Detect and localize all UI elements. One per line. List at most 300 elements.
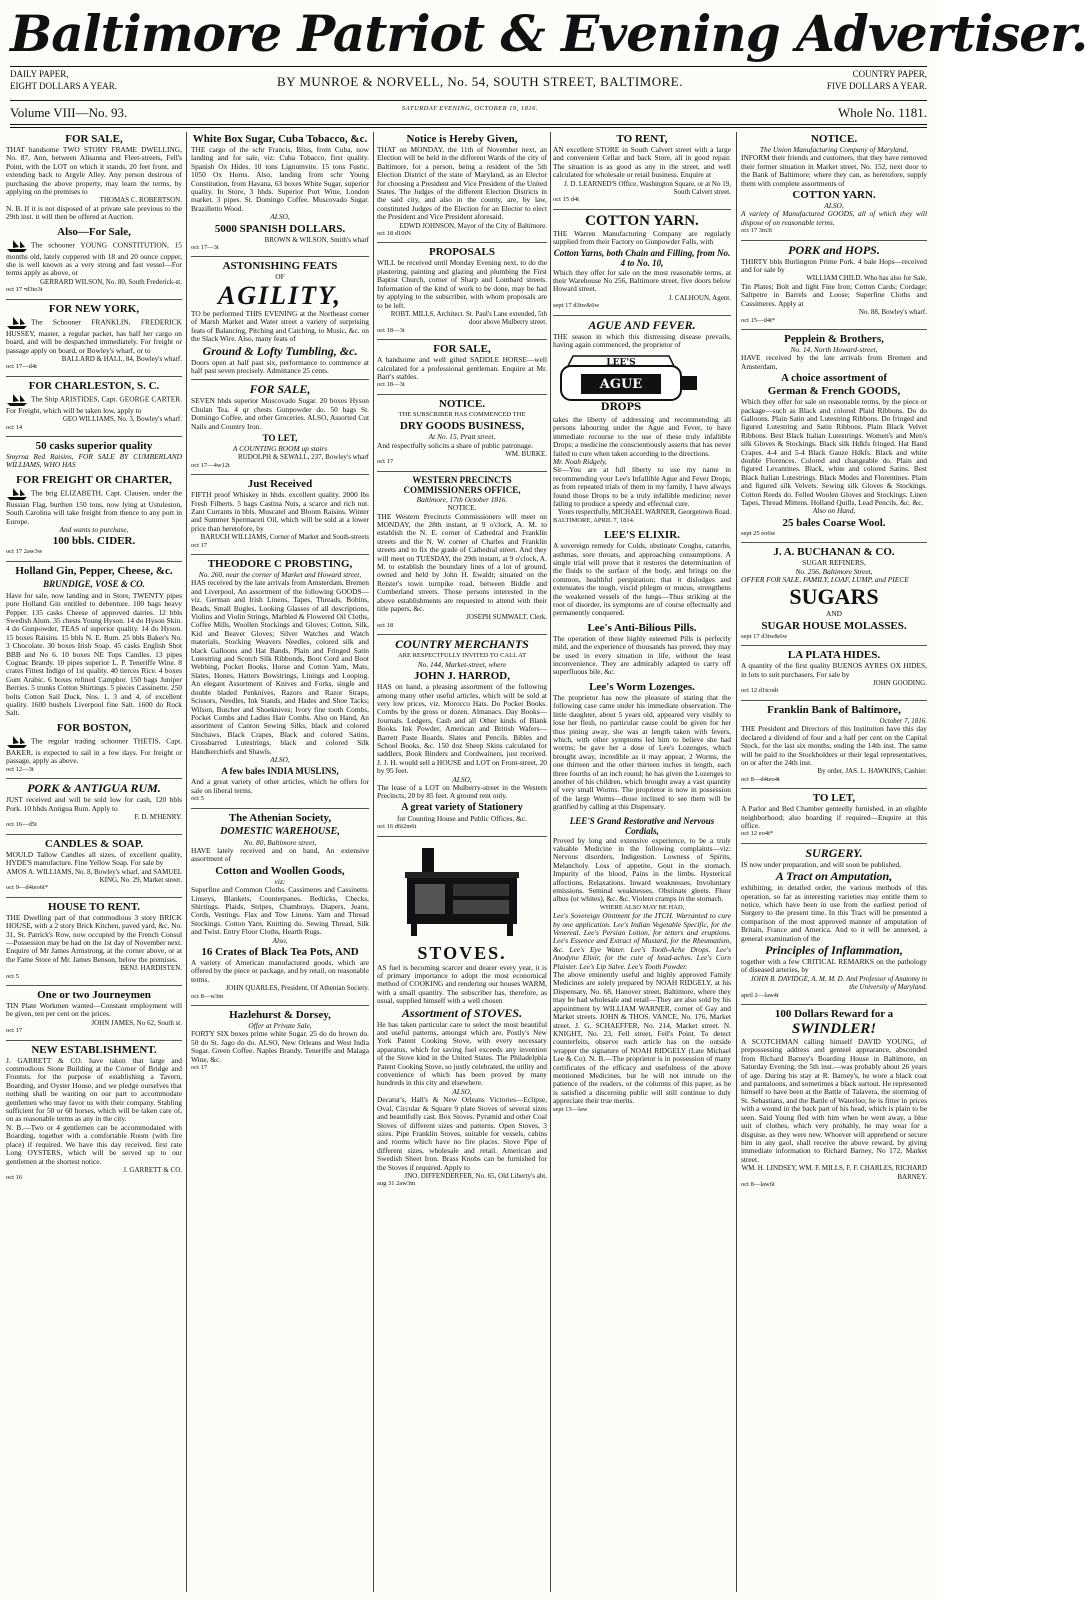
ad-body: A Parlor and Bed Chamber genteelly furnished, in an eligible neighborhood; also boarding if required—Enquire at this office. (741, 804, 927, 830)
ad-of: OF (275, 272, 285, 282)
ad-just-received (191, 478, 369, 550)
ad-address: No. 260, near the corner of Market and Howard street, (198, 570, 362, 579)
ad-body: HAS received by the late arrivals from Amsterdam, Bremen and Liverpool, An assortment of the following GOODS—viz. German and Irish Linens, Tapes, Threads, Bobins, Beads, Small Bugles, Looking Glasses of all descriptions, Violins and Violin Strings, Marbled & Flowered Oil Cloths, Coffee Mills, Woollen Stockings and Gloves; Cotton, Silk, Kid and Beaver Gloves; Silver Watches and Watch materials, Stocking Weavers Needles, colored silk and black Galloons and Hat Bands, Plain and Fringed Satin Lutestring and Scotch Silk Ribbonds, Boot Cord and Boot Webbing, Pocket Books, Horse and Cotton Yarn, Mats, Slates, Hones, Hatters Bowstrings, Linings and Looping. An elegant Assortment of Knives and Forks, single and double bladed Penknives, Razors and Razor Straps, Scissors, Needles, Ink Stands, and Hades and Shoe Tacks; Wilson, Butcher and Shoeknives; Ivory fine tooth Combs, Pocket Combs and Ladies Hair Combs. Also on Hand, An assortment of Canton Sewing Silks, black and colored Sinchaws, Black Crapes, Black and colored Satins, Crossbarred Lutestrings, black and colored Silk Handkerchiefs and Shawls. (191, 578, 369, 756)
ad-notice: NOTICE. (447, 503, 477, 513)
ad-date: oct 12 eo4t* (741, 830, 774, 838)
ad-heading: NOTICE. (438, 397, 486, 410)
ad-heading: ASTONISHING FEATS (222, 260, 338, 273)
ad-date: oct 17—d4t (6, 363, 37, 371)
ad-body: The brig ELIZABETH, Capt. Clausen, under the Russian Flag, burthen 150 tons, now lying at Ustuleston, South Carolina will take freight from thence to any port in Europe. (6, 488, 182, 526)
ad-body: SEVEN hhds superior Muscovado Sugar. 20 boxes Hyson Chulan Tea. 4 qr chests Gunpowder do. 50 bags St. Domingo Coffee, and other Groceries. ALSO, Assorted Cut Nails and Country Iron. (191, 396, 369, 431)
ad-also: ALSO, (270, 212, 290, 222)
ad-body: FORTY SIX boxes prime white Sugar. 25 do do brown do. 50 do St. Jago do do. ALSO, New Orleans and West India Sugar. Green Coffee. Naples Brandy. Teneriffe and Malaga Wine, &c. (191, 1029, 369, 1064)
ad-buchanan-sugar (741, 546, 927, 641)
ad-signature: THOMAS C. ROBERTSON. (99, 196, 182, 205)
ad-heading: Franklin Bank of Baltimore, (767, 703, 901, 716)
ad-stoves (377, 943, 547, 1189)
ad-body: J. GARRETT & CO. have taken that large and commodious Stone Building at the Corner of Bridge and Frontsts. for the purpose of establishing a Tavern, Boarding, and Oyster House, and we pledge ourselves that nothing shall be wanting on our part to accommodate gentlemen who may favor us with their company. Stabling sufficient for 50 or 60 horses, which will be taken care of, on as reasonable terms as any in the city. (6, 1055, 182, 1124)
ad-date: oct 16 d6t2m6t (377, 823, 417, 831)
ad-sub: THE SUBSCRIBER HAS COMMENCED THE (398, 410, 526, 418)
ad-body-2: takes the liberty of addressing and recommending all persons labouring under the Ague and Fever, to have immediate recourse to the use of these truly infallible Drops; a medicine the conscientiously asserts that has never failed to cure when taken according to the directions. (553, 414, 731, 458)
ad-proposals (377, 246, 547, 335)
ad-body: And respectfully solicits a share of public patronage. (377, 440, 533, 450)
ad-date: oct 18—3t (377, 326, 405, 334)
ad-body: Proved by long and extensive experience, to be a truly valuable Medicine in the following complaints—viz: Nervous disorders, Indigestion. Lowness of Spirits, Melancholy. Loss of appetite, Gout in the stomach. Impurity of the blood, Pains in the limbs. Hysterical affections, Relaxations. Inward weaknesses, Involuntary emissions. Seminal weaknesses, Obstinate gleets. Fluor albus (or whites), &c. &c. Violent cramps in the stomach. (553, 835, 731, 904)
ad-also: Also, (272, 935, 288, 945)
ad-body-2: A variety of Manufactured GOODS, all of which they will dispose of on reasonable terms. (741, 209, 927, 227)
ad-body: Smyrna Red Raisins, FOR SALE BY CUMBERLAND WILLIAMS, WHO HAS (6, 451, 182, 470)
ad-subline: And wants to purchase, (59, 524, 129, 534)
ad-tract-title: A Tract on Amputation, (775, 869, 893, 884)
ad-note: N. B. If it is not disposed of at private sale previous to the 29th inst. it will then be offered at Auction. (6, 203, 182, 222)
ad-date: oct 8—d4teo4t (741, 775, 780, 783)
ad-heading: PROPOSALS (428, 246, 495, 259)
ad-heading: WESTERN PRECINCTS COMMISSIONERS OFFICE, (403, 474, 521, 495)
ad-body: HAVE received by the late arrivals from Bremen and Amsterdam, (741, 353, 927, 371)
ad-date: aug 31 2aw3m (377, 1180, 416, 1188)
ad-principles: Principles of Inflammation, (765, 943, 903, 957)
ad-heading: NOTICE. (810, 133, 858, 145)
ad-body: A sovereign remedy for Colds, obstinate Coughs, catarrhs, asthmas, sore throats, and approaching consumptions. A single trial will prove that it restores the determination of the fluids to the surface of the body, and brings on the common, healthful perspiration; that it dislodges and extenuates the tough, viscid phlegm or mucus, strengthens the weakened vessels of the lungs—Thus striking at the root of disorder, its symptoms are of course effectually and permanently conquered. (553, 541, 731, 618)
column-4 (553, 132, 731, 1594)
bottle-label-top: LEE'S (606, 357, 636, 368)
volume-number: Volume VIII—No. 93. (10, 105, 128, 120)
ad-address: No. 256, Baltimore Street, (795, 566, 873, 576)
ad-signature: BENJ. HARDISTEN. (120, 964, 182, 973)
ad-signature: JNO. DIFFENDERFER, No. 65, Old Liberty's abt. (404, 1171, 547, 1180)
ad-body-3: for Counting House and Public Offices, &c. (397, 813, 527, 823)
ad-heading: TO LET, (812, 792, 856, 805)
ad-white-box-sugar (191, 133, 369, 252)
ad-worm-lozenges (553, 681, 731, 812)
letter-salutation: Mr. Noah Ridgely, (553, 456, 607, 466)
ad-saddle-horse (377, 343, 547, 390)
ad-firm: BRUNDIGE, VOSE & CO. (43, 578, 145, 589)
ad-date: sept 25 eo6w (741, 529, 776, 537)
ad-viz: viz: (274, 876, 286, 886)
ad-heading: Also—For Sale, (57, 225, 131, 238)
ad-body: The schooner YOUNG CONSTITUTION, 15 months old, lately coppered with 18 and 20 ounce copper, she is well known as a very strong and fast vessel—For terms apply as above, or (6, 240, 182, 278)
ad-body-2: Which they offer for sale on reasonable terms, by the piece or package—such as Black and colored Plaid Ribbons. Do do Galloons. Plain Satin and Lutestring Ribbons. Do fringed and figured Lutestring and Satin Ribbons. Plain Black Velvet Ribbons. Best Black Italian Lutestrings. Women's and Men's silk Gloves & Stockings. Black silk Hdkfs fringed. Hat Band Crapes. 4-4 and 5-4 Black Gauze Hdkfs. Black and white double Florences. Colored and changeable do. Plain and figured Levantines. Black, white and colored Satins. Best Black Italian Lutestrings. Black Modes and Florentines. Plain and figured silk Velvets. Sewing silk Gloves & Stockings. Cotton Reeds do. Felled Woolen Gloves and Stockings. Linen Tapes, Thread Mittens. Holland Quills, Lead Pencils, &c. &c. (741, 397, 927, 507)
ad-date: oct 16 (6, 1174, 23, 1182)
ad-cotton-yarn: COTTON YARN. (792, 189, 876, 202)
column-5 (741, 132, 927, 1594)
letter-signature: Yours respectfully, MICHAEL WARNER, Georgetown Road. (557, 508, 731, 517)
ad-schooner-sale (6, 226, 182, 295)
ad-agility-title: AGILITY, (217, 280, 343, 310)
country-paper-label: COUNTRY PAPER, (852, 69, 927, 79)
ad-body: TO be performed THIS EVENING at the Northeast corner of Marsh Market and Water street a variety of surprising feats of Balancing, Pitching and Catching, to Music, &c. on the Slack Wire. Also, many feats of (191, 308, 369, 344)
ad-molasses: SUGAR HOUSE MOLASSES. (761, 619, 907, 632)
ad-date: sept 17 d3tw&6w (553, 302, 600, 310)
dateline (10, 102, 927, 122)
ad-signature: EDWD JOHNSON, Mayor of the City of Baltimore. (399, 221, 547, 230)
top-rule (10, 66, 927, 67)
ad-tumbling: Ground & Lofty Tumbling, &c. (202, 343, 358, 358)
ad-signature: GEO WILLIAMS, No. 3, Bowley's wharf. (62, 415, 182, 424)
ad-western-precincts (377, 475, 547, 631)
ad-anti-bilious-pills (553, 622, 731, 677)
ad-wool: 25 bales Coarse Wool. (782, 516, 886, 529)
ad-also: ALSO, (452, 1086, 472, 1096)
ad-signature: J. GARRETT & CO. (123, 1165, 182, 1174)
ad-signature: WILLIAM CHILD. Who has also for Sale, (806, 274, 927, 283)
ad-body: HAVE lately received and on hand, An extensive assortment of (191, 845, 369, 864)
ad-country-merchants (377, 638, 547, 831)
ad-date: oct 17 (191, 1064, 208, 1072)
column-divider (736, 132, 737, 1592)
ad-journeymen (6, 989, 182, 1036)
ad-heading: J. A. BUCHANAN & CO. (773, 546, 895, 559)
ad-heading: FOR BOSTON, (56, 721, 132, 734)
ad-heading: 50 casks superior quality (35, 439, 153, 452)
ad-address: No. 144, Market-street, where (417, 659, 507, 669)
ad-signature: RUDOLPH & SEWALL, 237, Bowley's wharf (238, 453, 369, 462)
ad-charleston-ship (6, 380, 182, 432)
ad-signature-2: No. 88, Bowley's wharf. (858, 308, 927, 317)
ad-heading: Lee's Worm Lozenges. (589, 680, 695, 693)
ad-heading: TO RENT, (616, 133, 668, 145)
ad-harrod: JOHN J. HARROD, (414, 670, 510, 683)
ad-grand-restorative (553, 816, 731, 1114)
ad-signature: BALLARD & HALL, 84, Bowley's wharf. (61, 354, 182, 363)
ad-raisins (6, 440, 182, 470)
ad-heading: The Athenian Society, (228, 811, 332, 824)
ad-pork-hops (741, 244, 927, 325)
ad-body: AN excellent STORE in South Calvert street with a large and convenient Cellar and back Store, all in good repair. The situation is as good as any in the street, and well calculated for wholesale or retail business. Enquire at (553, 145, 731, 180)
ad-body: TIN Plate Workmen wanted—Constant employment will be given, ten per cent on the prices. (6, 1001, 182, 1019)
ad-body: The regular trading schooner THETIS, Capt. BAKER, is expected to sail in a few days. For freight or passage, apply as above. (6, 736, 182, 766)
ad-to-let: TO LET, (262, 432, 298, 443)
ad-heading: FOR FREIGHT OR CHARTER, (16, 473, 172, 486)
ad-signature: J. CALHOUN, Agent. (668, 293, 731, 302)
ad-date: sept 13—law (553, 1105, 588, 1113)
ad-body: AS fuel is becoming scarcer and dearer every year, it is of primary importance to adopt the most economical method of COOKING and rendering our houses WARM, with a small quantity. The subscriber has, therefore, as usual, supplied himself with a well chosen (377, 962, 547, 1006)
ad-body-2: And a great variety of other articles, which he offers for sale on liberal terms. (191, 777, 369, 795)
ad-signature: J. D. LEARNED'S Office, Washington Square, or at No 19, South Calvert street. (564, 179, 731, 197)
ad-heading: Lee's Anti-Bilious Pills. (587, 621, 697, 634)
ad-heading: LEE'S Grand Restorative and Nervous Cordials, (569, 815, 715, 836)
ad-body: THE Western Precincts Commissioners will meet on MONDAY, the 28th instant, at 9 o'clock, A. M. to establish the N. E. corner of Cathedral and Franklin streets and the N. W. corner of Charles and Franklin streets and to fix the grade of Cathedral street. And they will meet on TUESDAY, the 29th instant, at 9 o'clock, A. M. to establish the boundary lines of a lot of ground, owned and held by John H. Ewaldt; situated on the Reister's town turnpike road, between Biddle and Cumberland streets. Those persons interested in the above establishments are requested to attend with their title papers, &c. (377, 511, 547, 614)
ship-icon (6, 487, 28, 501)
ad-heading: Hazlehurst & Dorsey, (229, 1009, 331, 1022)
ad-stationery: A great variety of Stationery (401, 801, 523, 813)
ad-body: THAT on MONDAY, the 11th of November next, an Election will be held in the different Wards of the city of Baltimore, for a person, being a resident of the 5th Election District of the state of Maryland, as an Elector for choosing a President and Vice President of the United States. The Judges of the different Election Districts in the said city, and also in the county, are, by law, constituted Judges of the Election for an Elector to elect the President and Vice President aforesaid. (377, 145, 547, 222)
ad-heading: STOVES. (417, 942, 507, 963)
column-2 (191, 132, 369, 1594)
ad-body: THAT handsome TWO STORY FRAME DWELLING, No. 87, Ann, between Alisanna and Fleet-streets, Fell's Point, with the LOT on which it stands, 20 feet front, and extending back to Argyle Alley. Any person desirous of purchasing the above property, may learn the terms, by applying on the premises to (6, 145, 182, 197)
column-divider (550, 132, 551, 1592)
ad-date: oct 18—3t (377, 381, 405, 389)
ad-date: oct 9—d4teo6t* (6, 884, 49, 892)
ad-signature: WM. BURKE. (505, 449, 547, 458)
ad-probsting (191, 558, 369, 804)
ad-dollars: 5000 SPANISH DOLLARS. (214, 222, 346, 235)
ad-to-let (741, 792, 927, 839)
ad-heading: LA PLATA HIDES. (787, 649, 881, 662)
ad-body-3: Decatur's, Hall's & New Orleans Victories—Eclipse, Oval, Circular & Square 9 plate Stoves of several sizes and beautifully cast. Box Stoves. Pyramid and other Coal Stoves of different sizes and patterns. Open Stoves, 3 sizes. Pipe Franklin Stoves, suitable for vessels, cabins and rooms which have no fire places. Stove Pipe of different sizes, wholesale and retail. American and Swedish Sheet Iron. Brass Knobs can be furnished for the Stoves if required. Apply to (377, 1095, 547, 1172)
ad-athenian-society (191, 812, 369, 1002)
ad-date: oct 5 (191, 795, 204, 803)
ad-date: oct 17 (6, 1027, 23, 1035)
ad-counting-room: A COUNTING ROOM up stairs (232, 443, 328, 453)
ad-heading: PORK and HOPS. (788, 242, 880, 257)
ad-body: THE President and Directors of this Institution have this day declared a dividend of four and a half per cent on the Capital Stock, for the last six months, ending the 14th inst. The same will be paid to the Stockholders or their legal representatives, on or after the 24th inst. (741, 724, 927, 767)
ad-heading: LEE'S ELIXIR. (604, 529, 680, 542)
ad-heading: AGUE AND FEVER. (588, 317, 696, 332)
ad-heading: FOR SALE, (65, 133, 123, 145)
ad-body: IS now under preparation, and will soon be published, (741, 859, 902, 869)
ad-date: oct 17 •d3to3t (6, 286, 43, 294)
ad-heading: FOR NEW YORK, (48, 302, 140, 315)
ad-heading: COUNTRY MERCHANTS (395, 637, 529, 652)
ad-body: A quantity of the first quality BUENOS AYRES OX HIDES, in lots to suit purchasers. For sale by (741, 661, 927, 679)
stove-illustration (387, 840, 537, 940)
ad-heading: Holland Gin, Pepper, Cheese, &c. (15, 564, 173, 577)
ad-cider: 100 bbls. CIDER. (52, 535, 136, 548)
ad-body: HAS on hand, a pleasing assortment of the following among many other useful articles, which will be sold at very low prices, viz. Morocco Hats. Do Pocket Books. Combs by the gross or dozen. Almanacs. Day Books—Journals. Ledgers, Cash and all Other kinds of Blank Books. Ink Powder, American and British Wafers—Barrett Paste Boards. Slates and Pencils. Bibles and School Books, &c. 150 doz Sheep Skins calculated for saddlers, Book Binders and Cordwainers, just received. J. J. H. would sell a HOUSE and LOT on Front-street, 20 by 95 feet. (377, 682, 547, 776)
ad-dry-goods (377, 398, 547, 467)
ad-body: JUST received and will be sold low for cash, 120 bbls Pork. 10 hhds Antigua Rum. Apply to (6, 795, 182, 813)
ad-hazlehurst-dorsey (191, 1009, 369, 1072)
daily-price-label: EIGHT DOLLARS A YEAR. (10, 81, 118, 91)
ad-date: oct 17 (191, 541, 208, 549)
ad-brig-charter (6, 474, 182, 557)
ad-heading: NEW ESTABLISHMENT. (31, 1043, 157, 1056)
ad-tea-pots: 16 Crates of Black Tea Pots, AND (201, 946, 359, 959)
ad-date: oct 17 3m3t (741, 227, 773, 235)
ad-candles-soap (6, 838, 182, 893)
masthead-title: Baltimore Patriot & Evening Advertiser. (10, 4, 1087, 63)
ad-body: THIRTY bbls Burlington Prime Pork. 4 bale Hops—received and for sale by (741, 256, 927, 275)
ad-house-for-sale (6, 133, 182, 222)
ad-franklin-bank (741, 704, 927, 784)
ad-body-2: The above eminently useful and highly approved Family Medicines are solely prepared by NOAH RIDGELY, at his Dispensary, No. 68, Hanover street, Baltimore, where they may be had wholesale and retail—They are also sold by his appointment by WILLIAM WARNER, corner of Gay and Market streets. JOHN & THOS. VANCE, No. 176, Market street. J. G. SCHAEFFER, No. 214, Market street. N. KNIGHT, No. 23, Fell street, Fell's Point. To detect counterfeits, observe each article has on the outside wrapper the signature of NOAH RIDGELY (Late Michael Lee & Co). N. B.—The proprietor is in possession of many certificates of the efficacy and usefulness of the above mentioned Medicines, but he will not intrude on the patience of the readers, or the columns of this paper, as he is satisfied a discerning public will still continue to duly appreciate their true merits. (553, 970, 731, 1106)
ad-store-to-rent (553, 133, 731, 205)
ad-ague-fever (553, 319, 731, 526)
ad-heading: PORK & ANTIGUA RUM. (27, 781, 161, 796)
country-price-label: FIVE DOLLARS A YEAR. (826, 81, 927, 91)
ship-icon (6, 735, 28, 749)
ad-signature: BARUCH WILLIAMS, Corner of Market and South-streets (200, 533, 369, 542)
ad-body: The Ship ARISTIDES, Capt. GEORGE CARTER. For Freight, which will be taken low, apply to (6, 394, 182, 415)
ad-date: oct 5 (6, 972, 19, 980)
ad-date: oct 16—d5t (6, 821, 37, 829)
ad-body: A handsome and well gilted SADDLE HORSE—well calculated for a professional gentleman. Enquire at Mr. Barr's stables. (377, 355, 547, 381)
ad-body: THE Warren Manufacturing Company are regularly supplied from their Factory on Gunpowder Falls, with (553, 228, 731, 247)
ad-dateline: Baltimore, 17th October 1816. (416, 494, 508, 504)
ad-body: The proprietor has now the pleasure of stating that the following case came under his immediate observation. The little daughter, about 5 years old, appeared very visibly to lose her flesh, no particular cause could be given for her thus pining away, she was at length taken with fevers, which, with other symptoms led him to believe she had worms; he gave her a dose of Lee's Lozenges, which brought away, incredible as it may appear, 2 Worms, the one thirteen and the other thirteen inches in length, each three fourths of an inch round; he has given the Lozenges to another of his children, which brought away a vast quantity of very small Worms. The proprietor is now in possession of the large Worms—those inclined to see them will be gratified by calling at this Dispensary. (553, 692, 731, 812)
ad-body: OFFER FOR SALE, FAMILY, LOAF, LUMP, and PIECE (741, 575, 909, 585)
ad-date: oct 17—4w12t (191, 461, 230, 469)
ship-icon (6, 316, 28, 330)
ad-heading: Notice is Hereby Given, (406, 133, 518, 145)
ad-swindler: SWINDLER! (791, 1021, 877, 1038)
ad-heading: Pepplein & Brothers, (784, 332, 884, 345)
ad-signature: JOSEPH SUMWALT, Clerk. (466, 613, 547, 622)
ad-signature: JOHN QUARLES, President, Of Athenian Society. (225, 984, 369, 993)
ad-body: WILL be received until Monday Evening next, to do the plastering, painting and glazing and plumbing the First Baptist Church, corner of Sharp and Lombard streets. Information of the kind of work to be done, may be had by applying to the subscriber, with whom proposals are to be left. (377, 258, 547, 310)
ad-date: oct 17—3t (191, 244, 219, 252)
ad-also: WHERE ALSO MAY BE HAD, (599, 903, 685, 911)
ad-groceries-sale (191, 383, 369, 470)
ad-body: MOULD Tallow Candles all sizes, of excellent quality, HYDE'S manufacture. Fine Yellow Soap. For sale by (6, 849, 182, 868)
ad-body: A SCOTCHMAN calling himself DAVID YOUNG, of prepossessing address and genteel appearance, absconded from Richard Barney's Boarding House in Baltimore, on Saturday Evening, the 5th inst.—was probably about 26 years of age. During his stay at R. Barney's, he wore a black coat and pantaloons, and sometimes a black surtout. He represented himself to have been at the Battle of Talavera, the storming of St. Sebastians, and the Battle of Waterloo; he is fitter in prices with a wound in the back part of his head, which is plain to be seen. Said Young fled with him when he went away, a blue suit of clothes, which very probably, he may wear for a disguise, as they were new. Whoever will apprehend or secure him in any gaol, shall receive the above reward, by giving immediate information to Richard Barney, No 172, Market street. (741, 1037, 927, 1164)
ad-heading: One or two Journeymen (37, 989, 151, 1001)
ad-holland-gin (6, 565, 182, 718)
ad-signature: JOHN JAMES, No 62, South st. (91, 1018, 182, 1027)
ad-signature: By order, JAS. L. HAWKINS, Cashier. (817, 767, 927, 776)
ad-pork-rum (6, 782, 182, 830)
ad-pepplein-brothers (741, 333, 927, 538)
column-divider (186, 132, 187, 1592)
ad-body: The operation of these highly esteemed Pills is perfectly mild, and the experience of thousands has proved, they may be used in every situation in life, without the least inconvenience. They are admirably adapted to carry off superfluous bile, &c. (553, 633, 731, 677)
ad-swindler-reward (741, 1008, 927, 1189)
ad-signature: AMOS A. WILLIAMS, No. 8, Bowley's wharf, and SAMUEL KING, No. 29, Market street. (6, 867, 182, 884)
ad-body: THE cargo of the schr Francis, Bliss, from Cuba, now landing and for sale, viz: Cuba Tobacco, first quality. Spanish Ox Hides. 10 tons Lignumvite. 15 tons Fustic. 1050 Ox Horns. Also, landing from schr Young Constitution, from Havana, 63 boxes White Sugar, superior quality. In Store, 3 hhds. Superior Port Wine, London market. 3 pipes. St. Domingo Coffee. Muscovado Sugar. Brazilletto Wood. (191, 145, 369, 213)
ad-signature: ROBT. MILLS, Architect. St. Paul's Lane extended, 5th door above Mulberry street. (390, 309, 547, 327)
rule-2 (10, 100, 927, 101)
ad-also: ALSO, (824, 201, 844, 211)
ad-signature: WM. H. LINDSEY, WM. F. MILLS, F. F. CHARLES, RICHARD BARNEY. (741, 1164, 927, 1181)
bottle-label-bottom: DROPS (600, 401, 642, 413)
ad-signature: JOHN GOODING. (872, 679, 927, 688)
ad-admission: Doors open at half past six, performance to commence at half past seven precisely. Admittance 25 cents. (191, 357, 369, 375)
ad-warehouse: DOMESTIC WAREHOUSE, (220, 825, 340, 837)
ad-assortment: Assortment of STOVES. (401, 1005, 523, 1020)
ad-sub: The Union Manufacturing Company of Maryland, (759, 145, 909, 154)
ad-date: sept 17 d3tw&6w (741, 632, 788, 640)
column-3 (377, 132, 547, 1594)
ad-body-2: Tin Plates; Bolt and light Fine Iron; Cotton Cards; Cordage; Saltpetre in Barrels and Loose; Superfine Cloths and Cassimeres. Apply at (741, 281, 927, 308)
ad-date: oct 8—law6t (741, 1180, 775, 1188)
ad-sub: Offer at Private Sale, (248, 1021, 312, 1031)
ad-list: Lee's Sovereign Ointment for the ITCH. Warranted to cure by one application. Lee's Indian Vegetable Specific, for the Venereal. Lee's Persian Lotion, for tetters and eruptions. Lee's Essence and Extract of Mustard, for the Rheumatism, &c. Lee's Eye Water. Lee's Tooth-Ache Drops. Lee's Anodyne Elixir, for the cure of head-aches. Lee's Corn Plaister. Lee's Lip Salve. Lee's Tooth Powder. (553, 911, 731, 971)
ad-new-york-packet (6, 303, 182, 372)
ad-date: oct 15 d4t (553, 196, 579, 204)
ad-heading: FOR SALE, (249, 382, 311, 397)
ad-heading: HOUSE TO RENT. (47, 900, 140, 913)
column-1 (6, 132, 182, 1594)
ad-la-plata-hides (741, 649, 927, 696)
ad-also: Also on Hand, (812, 506, 856, 516)
subscription-daily (10, 68, 120, 92)
ad-new-establishment (6, 1044, 182, 1183)
ad-body: INFORM their friends and customers, that they have removed their former situation in Market street, No. 152, next door to the Bank of Baltimore; where they can, as heretofore, supply them with complete assortments of (741, 153, 927, 188)
ad-body-3: together with a few CRITICAL REMARKS on the pathology of diseased arteries, by (741, 957, 927, 975)
ad-surgery (741, 847, 927, 1000)
ad-lees-elixir (553, 529, 731, 618)
column-divider (373, 132, 374, 1592)
ad-date: oct 14 (6, 423, 23, 431)
ad-union-manufacturing (741, 133, 927, 236)
issue-date: SATURDAY EVENING, OCTOBER 19, 1816. (401, 105, 539, 112)
subheader (10, 68, 927, 98)
ad-address: At No. 15, Pratt street. (428, 432, 496, 442)
ad-heading: FOR CHARLESTON, S. C. (28, 379, 160, 392)
ad-signature: BROWN & WILSON, Smith's wharf (264, 235, 369, 244)
ship-icon (6, 239, 28, 253)
ad-also: ALSO, (452, 774, 472, 784)
ad-house-to-rent (6, 901, 182, 981)
ad-heading: FOR SALE, (433, 343, 491, 356)
ad-heading: CANDLES & SOAP. (44, 837, 144, 850)
ad-also: ALSO, (270, 754, 290, 764)
ad-choice: A choice assortment of (780, 372, 887, 385)
letter-date: BALTIMORE, APRIL 7, 1814. (553, 516, 635, 524)
ad-dry-goods-title: DRY GOODS BUSINESS, (399, 420, 525, 433)
whole-number: Whole No. 1181. (837, 105, 927, 120)
ad-heading: SURGERY. (805, 845, 863, 860)
ad-agility-show (191, 260, 369, 375)
ad-heading: White Box Sugar, Cuba Tobacco, &c. (192, 133, 368, 145)
daily-paper-label: DAILY PAPER, (10, 69, 69, 79)
ad-dateline: October 7, 1816. (879, 716, 927, 725)
ad-sub: ARE RESPECTFULLY INVITED TO CALL AT (397, 652, 527, 660)
ad-note: N. B.—Two or 4 gentlemen can be accommodated with Boarding, together with a comfortable Room (with fire place) if required. We have this day received, first rate Long OYSTERS, which will be served up to our gentlemen at the shortest notice. (6, 1122, 182, 1166)
ad-sub: SUGAR REFINERS, (802, 558, 866, 568)
ad-heading: 100 Dollars Reward for a (774, 1008, 894, 1021)
subscription-country (807, 68, 927, 92)
bottle-label-middle: AGUE (599, 376, 643, 392)
ad-address: No. 14, North Howard-street, (790, 344, 878, 354)
ad-sugars: SUGARS (789, 584, 879, 610)
ad-body: THE season in which this distressing disease prevails, having again commenced, the proprietor of (553, 331, 731, 350)
ad-date: oct 12 d1tcodt (741, 687, 779, 695)
ad-date: oct 18 (377, 621, 394, 629)
ad-heading: Just Received (247, 478, 313, 491)
ad-body: FIFTH proof Whiskey in hhds. excellent quality. 2000 lbs Fresh Filberts. 5 bags Castina Nuts, a scarce and rich nut. Zant Currants in bbls. Muscatel and Bloom Raisins. Winter and Summer Spermaceti Oil, which will be sold at a lower price than heretofore, by (191, 490, 369, 533)
ad-signature: GERRARD WILSON, No. 80, South Frederick-st. (39, 277, 182, 286)
ad-boston-schooner (6, 722, 182, 774)
ad-signature: F. D. M'HENRY. (134, 812, 182, 821)
ad-goods: German & French GOODS, (767, 385, 901, 398)
ad-date: oct 15—d4t* (741, 316, 776, 324)
ad-yarns: Cotton Yarns, both Chain and Filling, from No. 4 to No. 10, (553, 247, 731, 268)
rule-4 (10, 127, 927, 128)
ad-heading: COTTON YARN. (585, 212, 699, 229)
ad-date: oct 12—3t (6, 765, 34, 773)
rule-3 (10, 124, 927, 125)
publisher-line: BY MUNROE & NORVELL, No. 54, SOUTH STREET, BALTIMORE. (277, 74, 683, 89)
ad-body-2: He has taken particular care to select the most beautiful and useful patterns, amongst which are, Postly's New York Patent Cooking Stove, with every necessary apparatus, which for saving fuel exceeds any invention of the Stove kind in the United States. The Philadelphia Patent Cooking Stove, so justly celebrated, the utility and convenience of which has been proved by many hundreds in this city and elsewhere. (377, 1019, 547, 1088)
ad-address: No. 80, Baltimore street, (243, 837, 317, 847)
ad-body-2: A variety of American manufactured goods, which are offered by the piece or package, and by retail, on reasonable terms. (191, 958, 369, 984)
ad-body-2: Which they offer for sale on the most reasonable terms, at their Warehouse No 256, Baltimore street, five doors below Howard street. (553, 267, 731, 294)
ad-goods: Cotton and Woollen Goods, (215, 864, 345, 877)
letter-body: Sir—You are at full liberty to use my name in recommending your Lee's Infallible Ague and Fever Drops; as from repeated trials of them in my family, I have always found those Drops to be a truly infallible medicine; never failing to produce a speedy and effectual cure. (553, 465, 731, 508)
ad-heading: THEODORE C PROBSTING, (207, 558, 353, 570)
ague-drops-bottle-illustration (553, 352, 703, 412)
ad-and: AND (825, 609, 842, 619)
ad-body-2: The lease of a LOT on Mulberry-street in the Western Precincts, 20 by 85 feet. A ground rent only. (377, 782, 547, 801)
ad-body: THE Dwelling part of that commodious 3 story BRICK HOUSE, with a 2 story Brick Kitchen, paved yard, &c. No. 31, St. Patrick's Row, now occupied by the French Consul—Possession may be had on the 1st day of November next. Enquire of Mr James Armstrong, at the corner above, or at the Fame Store of Mr. James Benson, below the premises. (6, 912, 182, 964)
ad-signature: JOHN B. DAVIDGE, A. M. M. D. And Professor of Anatomy in the University of Maryland. (750, 974, 927, 992)
ad-body-2: exhibiting, in detailed order, the various methods of this operation, so far as interesting varieties may entitle them to notice, which have been in use from the earliest period of Surgery to the present time. In this Tract will be presented a comparison of the most approved manner of amputation of Britain, France and America. And to it will be annexed, a general examination of the (741, 883, 927, 943)
ad-date: oct 18 d10tN (377, 230, 411, 238)
ad-list: Superfine and Common Cloths. Cassimeres and Cassinetts. Linseys, Blankets, Counterpanes. Bedticks, Checks, Shirtings. Plaids, Stripes, Chambrays. Diapers, Jeans, Cords, Vestings. Flax and Tow Linens. Yarn and Thread Stockings. Cotton Yarn, Knitting do. Sewing Thread, Silk and Twist. Entry Floor Cloths, Hearth Rugs. (191, 885, 369, 937)
ad-election-notice (377, 133, 547, 238)
ad-cotton-yarn (553, 213, 731, 311)
ad-body: Have for sale, now landing and in Store, TWENTY pipes pure Holland Gin entitled to debenture. 100 bags heavy Pepper. 135 casks Cheese of approved dairies. 12 bbls Swedish Alum. 35 chests Young Hyson. 14 do Hyson Skin. 4 do Gunpowder, TEAS of superior quality. 14 do Hyson. 15 boxes Raisins. 15 bbls N. E. Rum. 25 bbls Baker's No. 3 Chocolate. 30 boxes Irish Soap. 45 casks English Shot BBB and No 6. 10 boxes NE Tops Candles. 13 pipes Cognac Brandy. 10 pipes superior L. P. Teneriffe Wine. 8 crates Fittest Indigo of 1st quality. 40 tierces Rice. 4 boxes Gum Arabic. 6 boxes refined Camphor. 150 bags Juniper Berries. 5 trunks Cotton Shirtings. 5 pieces Cassinette. 250 bolts Cotton Sail Duck, Nos. 1, 3 and 4, of excellent quality. 1600 bushels Liverpool fine Salt. 1600 do Rock Salt. (6, 590, 182, 718)
ad-date: oct 17 2aw3w (6, 548, 43, 556)
ad-date: april 2—law4t (741, 991, 779, 999)
ad-body: The Schooner FRANKLIN, FREDERICK HUSSEY, master, a regular packet, has half her cargo on board, and will be despatched immediately. For freight or passage apply on board, or Bowley's wharf, or to (6, 317, 182, 355)
ad-date: oct 8—w3m (191, 992, 224, 1000)
ad-date: oct 17 (377, 458, 394, 466)
ship-icon (6, 393, 28, 407)
ad-muslins: A few bales INDIA MUSLINS, (221, 766, 339, 777)
